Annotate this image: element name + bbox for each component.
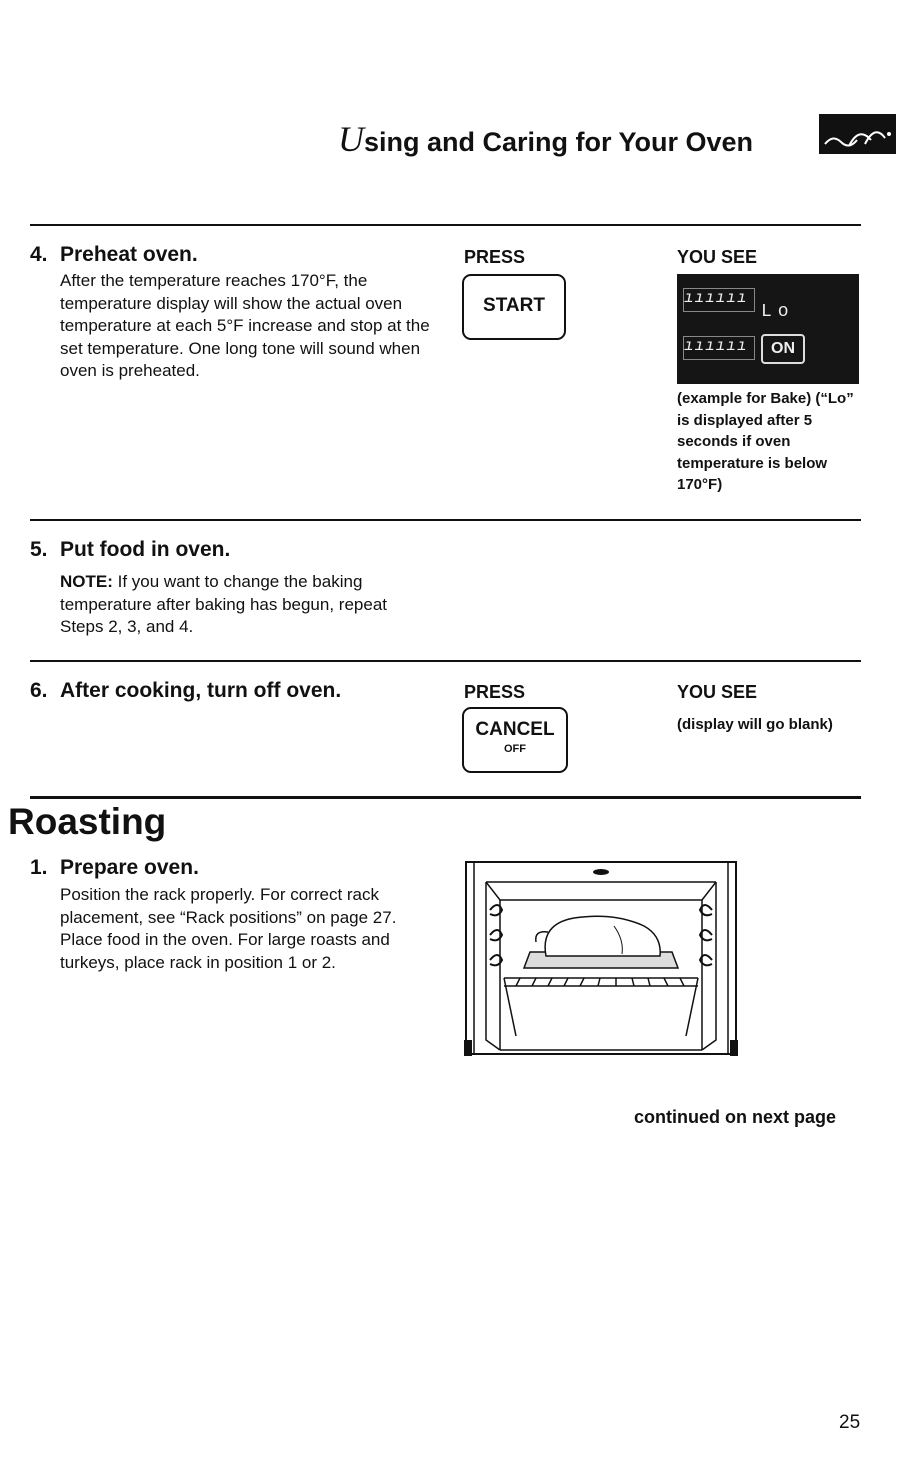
note-label: NOTE: bbox=[60, 572, 113, 591]
header-title-initial: U bbox=[338, 119, 364, 159]
continued-note: continued on next page bbox=[634, 1107, 837, 1127]
oven-rack-illustration bbox=[464, 860, 740, 1056]
display-on-indicator: ON bbox=[761, 334, 805, 364]
step-4-title bbox=[30, 243, 198, 267]
off-label: OFF bbox=[504, 743, 526, 755]
section-heading: Roasting bbox=[8, 801, 167, 842]
section-divider bbox=[30, 796, 861, 799]
step-number: 1. bbox=[30, 856, 48, 879]
step-6-title bbox=[30, 679, 341, 703]
divider bbox=[30, 660, 861, 662]
page-number: 25 bbox=[839, 1412, 861, 1433]
step-number: 5. bbox=[30, 538, 48, 561]
you-see-label: YOU SEE bbox=[677, 682, 758, 702]
oven-display bbox=[677, 274, 859, 384]
start-button[interactable] bbox=[462, 274, 566, 340]
press-label: PRESS bbox=[464, 682, 526, 702]
press-label: PRESS bbox=[464, 247, 526, 267]
cancel-off-button[interactable] bbox=[462, 707, 568, 773]
display-segments-bottom: ıııııı bbox=[683, 336, 755, 360]
divider bbox=[30, 519, 861, 521]
step-5-note bbox=[60, 571, 390, 639]
step-number: 4. bbox=[30, 243, 48, 266]
oven-section-icon bbox=[819, 114, 896, 154]
header-title: sing and Caring for Your Oven bbox=[364, 127, 754, 157]
display-lo: Lo bbox=[761, 302, 795, 322]
note-text: If you want to change the baking temperature after baking has begun, repeat Steps 2, 3, and 4. bbox=[60, 572, 387, 636]
display-segments-top: ıııııı bbox=[683, 288, 755, 312]
step-title-text: After cooking, turn off oven. bbox=[60, 679, 342, 702]
divider bbox=[30, 224, 861, 226]
display-blank-caption: (display will go blank) bbox=[677, 716, 833, 733]
step-title-text: Put food in oven. bbox=[60, 538, 231, 561]
you-see-label: YOU SEE bbox=[677, 247, 758, 267]
cancel-label: CANCEL bbox=[475, 719, 555, 740]
display-caption: (example for Bake) (“Lo” is displayed after 5 seconds if oven temperature is below 170°F) bbox=[677, 390, 854, 493]
roasting-step-1-title bbox=[30, 856, 199, 880]
step-title-text: Preheat oven. bbox=[60, 243, 198, 266]
step-number: 6. bbox=[30, 679, 48, 702]
start-button-label: START bbox=[483, 295, 545, 316]
roasting-step-1-text: Position the rack properly. For correct rack placement, see “Rack positions” on page 27. Place food in the oven. For large roasts and turkeys, place rack in position 1 or 2. bbox=[60, 885, 397, 972]
step-title-text: Prepare oven. bbox=[60, 856, 199, 879]
page-header bbox=[338, 118, 898, 168]
step-4-text: After the temperature reaches 170°F, the temperature display will show the actual oven temperature at each 5°F increase and stop at the set temperature. One long tone will sound when oven is preheated. bbox=[60, 271, 430, 380]
step-5-title bbox=[30, 538, 230, 562]
